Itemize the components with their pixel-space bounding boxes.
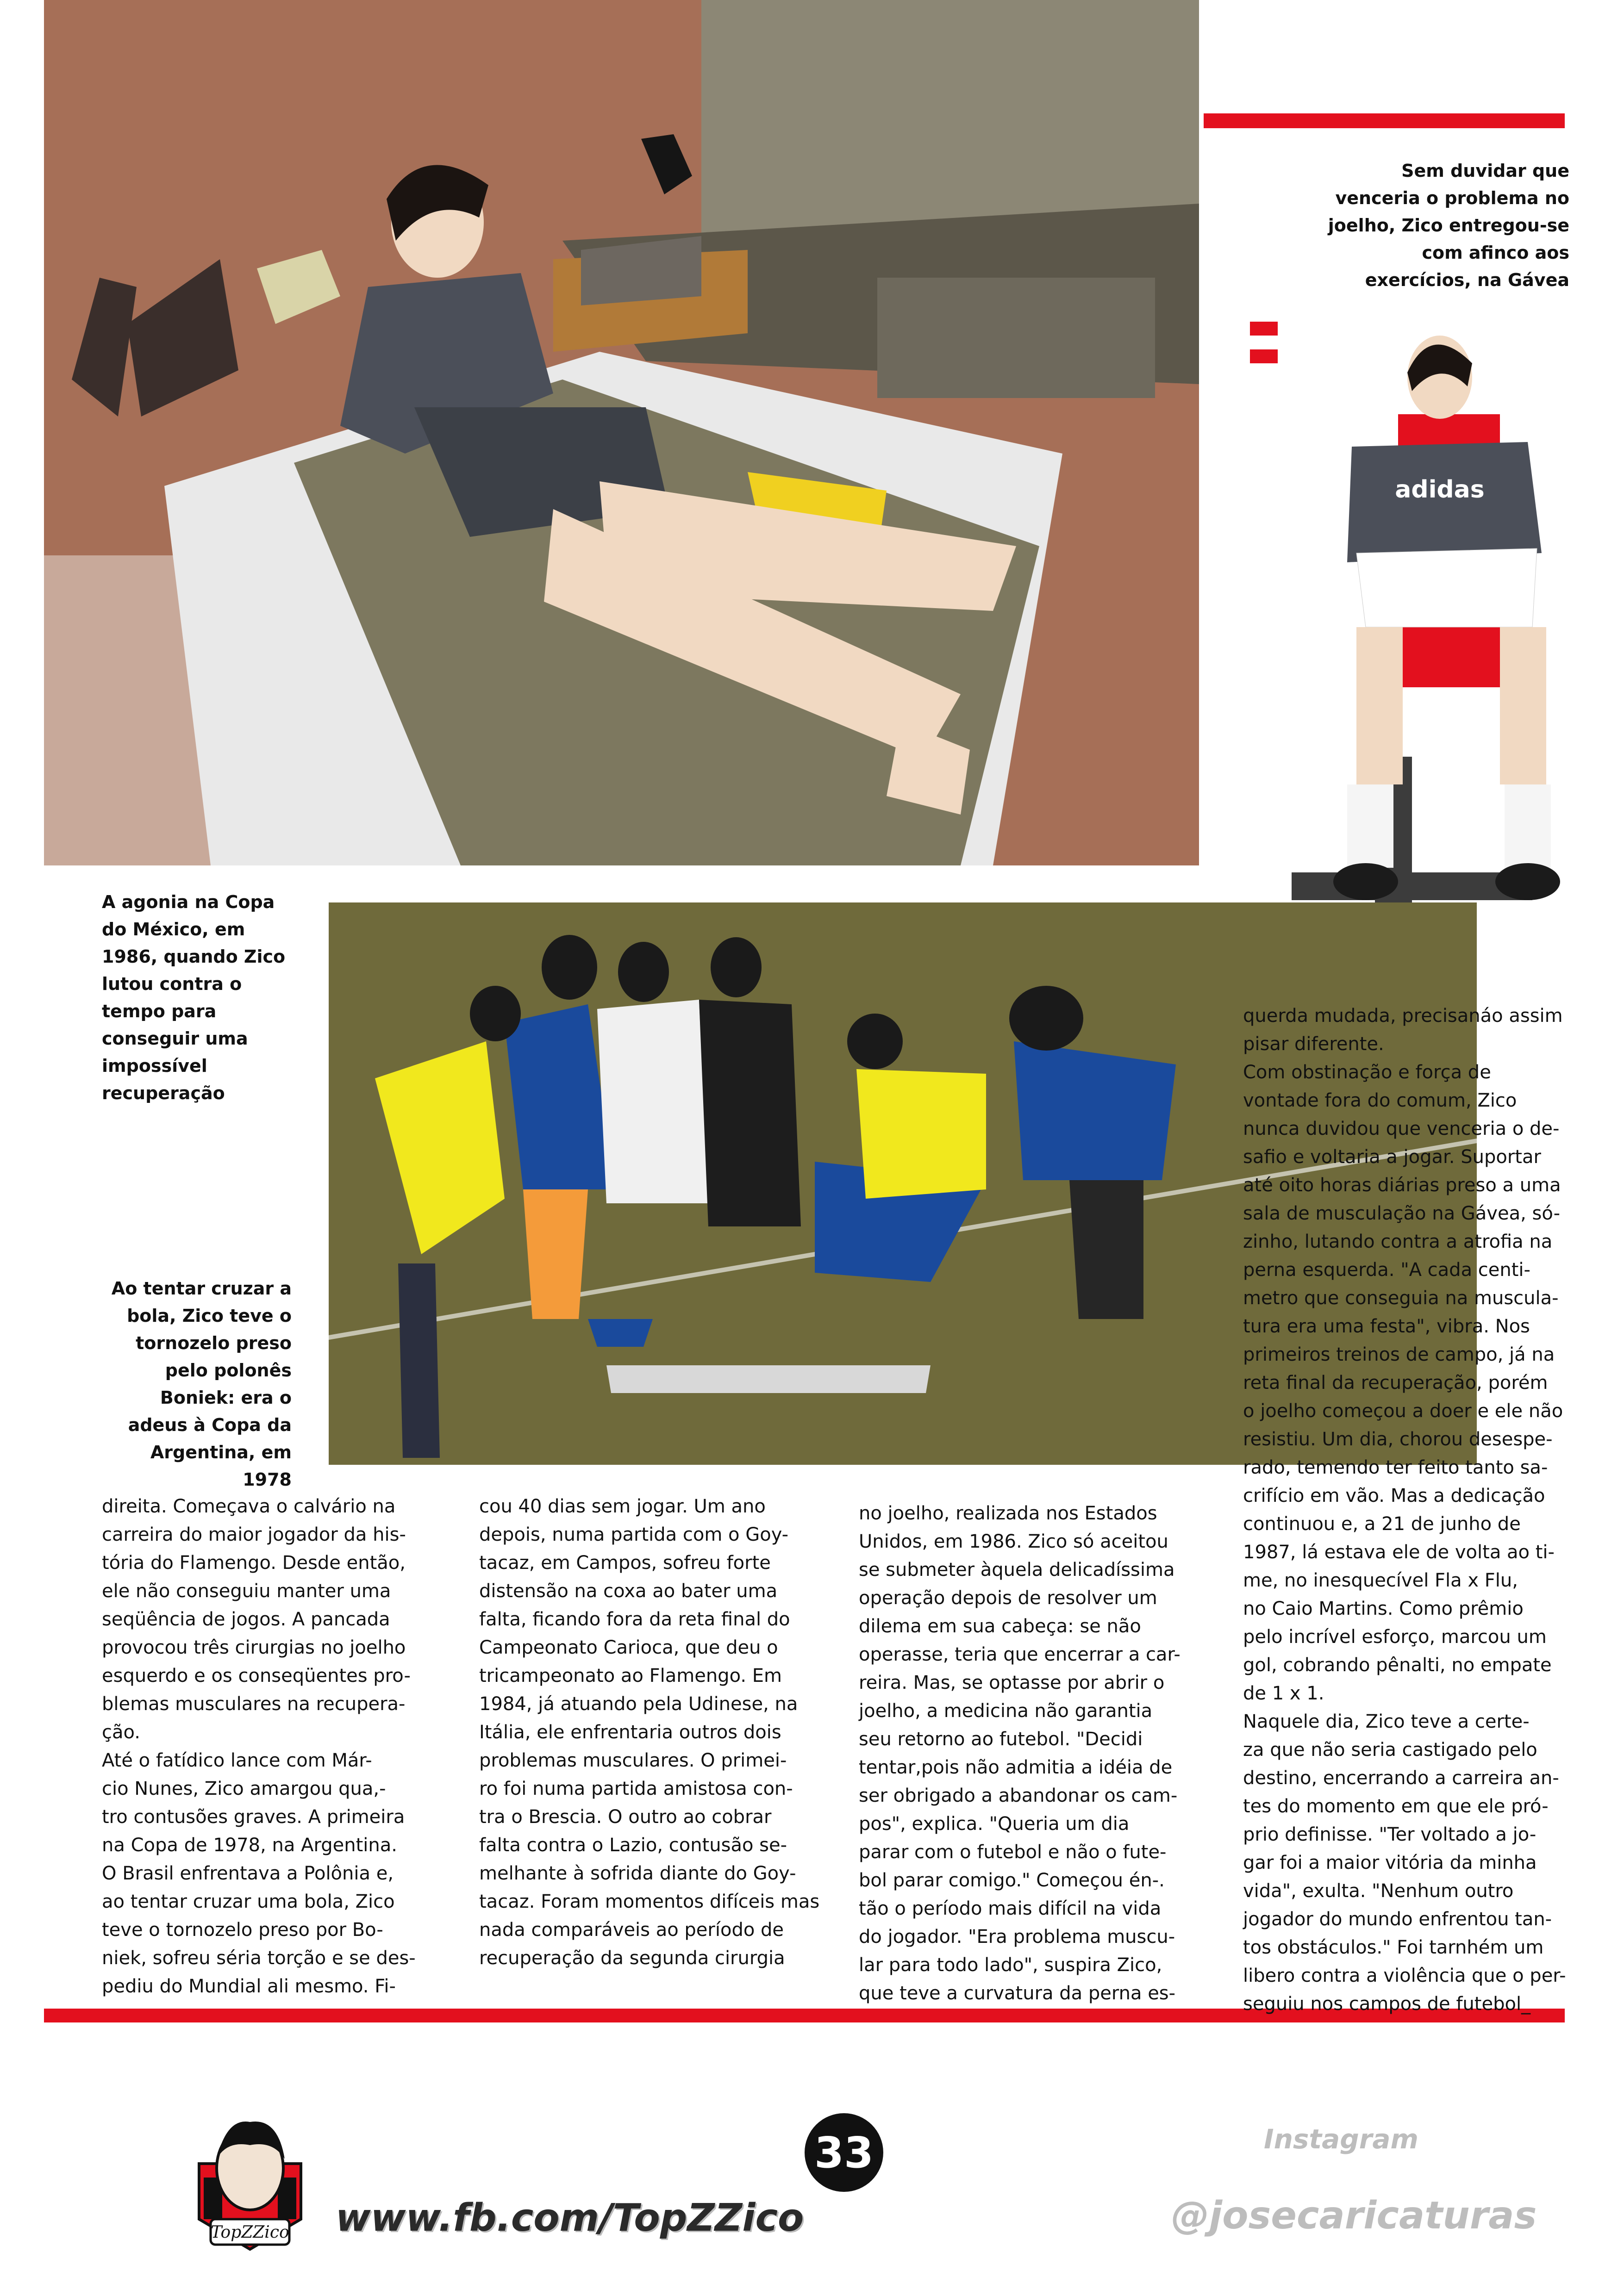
top-zzico-logo (190, 2108, 310, 2254)
body-column-4: querda mudada, precisanáo assim pisar diferente. Com obstinação e força de vontade fora do comum, Zico nunca duvidou que venceria o de- safio e voltaria a jogar. Suportar até oito horas diárias preso a uma sala de musculação na Gávea, só- zinho, lutando contra a atrofia na perna esquerda. "A cada centi- metro que conseguia na muscula- tura era uma festa", vibra. Nos primeiros treinos de campo, já na reta final da recuperação, porém o joelho começou a doer e ele não resistiu. Um dia, chorou desespe- rado, temendo ter feito tanto sa- crifício em vão. Mas a dedicação continuou e, a 21 de junho de 1987, lá estava ele de volta ao ti- me, no inesquecível Fla x Flu, no Caio Martins. Como prêmio pelo incrível esforço, marcou um gol, cobrando pênalti, no empate de 1 x 1. Naquele dia, Zico teve a certe- za que não seria castigado pelo destino, encerrando a carreira an- tes do momento em que ele pró- prio definisse. "Ter voltado a jo- gar foi a maior vitória da minha vida", exulta. "Nenhum outro jogador do mundo enfrentou tan- tos obstáculos." Foi tarnhém um libero contra a violência que o per- seguiu nos campos de futebol_ (1243, 1005, 1566, 2015)
body-column-3: no joelho, realizada nos Estados Unidos, em 1986. Zico só aceitou se submeter àquela delicadíssima operação depois de resolver um dilema em sua cabeça: se não operasse, teria que encerrar a car- reira. Mas, se optasse por abrir o joelho, a medicina não garantia seu retorno ao futebol. "Decidi tentar,pois não admitia a idéia de ser obrigado a abandonar os cam- pos", explica. "Queria um dia parar com o futebol e não o fute- bol parar comigo." Começou én-. tão o período mais difícil na vida do jogador. "Era problema muscu- lar para todo lado", suspira Zico, que teve a curvatura da perna es- (859, 1503, 1181, 2004)
instagram-label: Instagram (1264, 2123, 1418, 2155)
illustration-gavea (1245, 294, 1565, 972)
body-column-2: cou 40 dias sem jogar. Um ano depois, numa partida com o Goy- tacaz, em Campos, sofreu forte distensão na coxa ao bater uma falta, ficando fora da reta final do Campeonato Carioca, que deu o tricampeonato ao Flamengo. Em 1984, já atuando pela Udinese, na Itália, ele enfrentaria outros dois problemas musculares. O primei- ro foi numa partida amistosa con- tra o Brescia. O outro ao cobrar falta contra o Lazio, contusão se- melhante à sofrida diante do Goy- tacaz. Foram momentos difíceis mas nada comparáveis ao período de recuperação da segunda cirurgia (479, 1496, 820, 1969)
adidas-shirt-text: adidas (1395, 476, 1485, 504)
logo-text: TopZZico (211, 2223, 289, 2242)
caption-argentina: Ao tentar cruzar a bola, Zico teve o tornozelo preso pelo polonês Boniek: era o adeus à Copa da Argentina, em 1978 (111, 1278, 292, 1490)
caption-mexico: A agonia na Copa do México, em 1986, quando Zico lutou contra o tempo para conseguir uma impossível recuperação (102, 892, 286, 1103)
top-red-rule (1204, 113, 1565, 128)
caption-gavea: Sem duvidar que venceria o problema no joelho, Zico entregou-se com afinco aos exercícios, na Gávea (1328, 161, 1569, 290)
instagram-handle[interactable]: @josecaricaturas (1171, 2194, 1537, 2238)
page-number: 33 (805, 2113, 883, 2192)
illustration-bed (44, 0, 1199, 865)
body-column-1: direita. Começava o calvário na carreira do maior jogador da his- tória do Flamengo. Desde então, ele não conseguiu manter uma seqüência de jogos. A pancada provocou três cirurgias no joelho esquerdo e os conseqüentes pro- blemas musculares na recupera- ção. Até o fatídico lance com Már- cio Nunes, Zico amargou qua,- tro contusões graves. A primeira na Copa de 1978, na Argentina. O Brasil enfrentava a Polônia e, ao tentar cruzar uma bola, Zico teve o tornozelo preso por Bo- niek, sofreu séria torção e se des- pediu do Mundial ali mesmo. Fi- (102, 1496, 416, 1997)
facebook-link[interactable]: www.fb.com/TopZZico (336, 2196, 804, 2240)
